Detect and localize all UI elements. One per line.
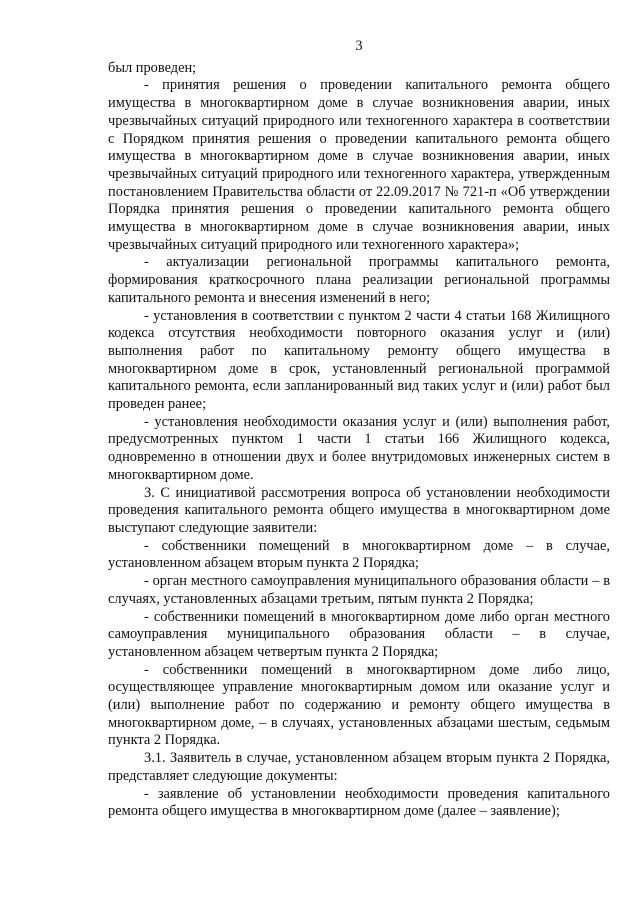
paragraph: - установления в соответствии с пунктом 2 части 4 статьи 168 Жилищного кодекса отсутствия необходимости повторного оказания услуг и (или) выполнения работ по капитальному ремонту общего имущества в многоквартирном доме в срок, установленный региональной программой капитального ремонта, если запланированный вид таких услуг и (или) работ был проведен ранее;	[108, 307, 610, 413]
paragraph: - собственники помещений в многоквартирном доме либо орган местного самоуправления муниципального образования области – в случае, установленном абзацем четвертым пункта 2 Порядка;	[108, 608, 610, 660]
paragraph: - собственники помещений в многоквартирном доме либо лицо, осуществляющее управление многоквартирным домом или оказание услуг и (или) выполнение работ по содержанию и ремонту общего имущества в многоквартирном доме, – в случаях, установленных абзацами шестым, седьмым пункта 2 Порядка.	[108, 661, 610, 749]
page-number: 3	[355, 38, 363, 54]
paragraph: - орган местного самоуправления муниципального образования области – в случаях, установленных абзацами третьим, пятым пункта 2 Порядка;	[108, 573, 610, 607]
paragraph: - актуализации региональной программы капитального ремонта, формирования краткосрочного плана реализации региональной программы капитального ремонта и внесения изменений в него;	[108, 254, 610, 306]
paragraph: - установления необходимости оказания услуг и (или) выполнения работ, предусмотренных пунктом 1 части 1 статьи 166 Жилищного кодекса, одновременно в отношении двух и более внутридомовых инженерных систем в многоквартирном доме.	[108, 413, 610, 483]
paragraph: 3.1. Заявитель в случае, установленном абзацем вторым пункта 2 Порядка, представляет следующие документы:	[108, 750, 610, 784]
paragraph: - собственники помещений в многоквартирном доме – в случае, установленном абзацем вторым пункта 2 Порядка;	[108, 537, 610, 572]
paragraph: был проведен;	[108, 59, 197, 76]
paragraph: - принятия решения о проведении капитального ремонта общего имущества в многоквартирном доме в случае возникновения аварии, иных чрезвычайных ситуаций природного или техногенного характера в соответствии с Порядком принятия решения о проведении капитального ремонта общего имущества в многоквартирном доме в случае возникновения аварии, иных чрезвычайных ситуаций природного или техногенного характера, утвержденным постановлением Правительства области от 22.09.2017 № 721-п «Об утверждении Порядка принятия решения о проведении капитального ремонта общего имущества в многоквартирном доме в случае возникновения аварии, иных чрезвычайных ситуаций природного или техногенного характера»;	[108, 77, 610, 253]
paragraph: - заявление об установлении необходимости проведения капитального ремонта общего имущества в многоквартирном доме (далее – заявление);	[108, 785, 610, 820]
paragraph: 3. С инициативой рассмотрения вопроса об установлении необходимости проведения капитального ремонта общего имущества в многоквартирном доме выступают следующие заявители:	[108, 484, 610, 536]
document-body	[108, 60, 610, 821]
